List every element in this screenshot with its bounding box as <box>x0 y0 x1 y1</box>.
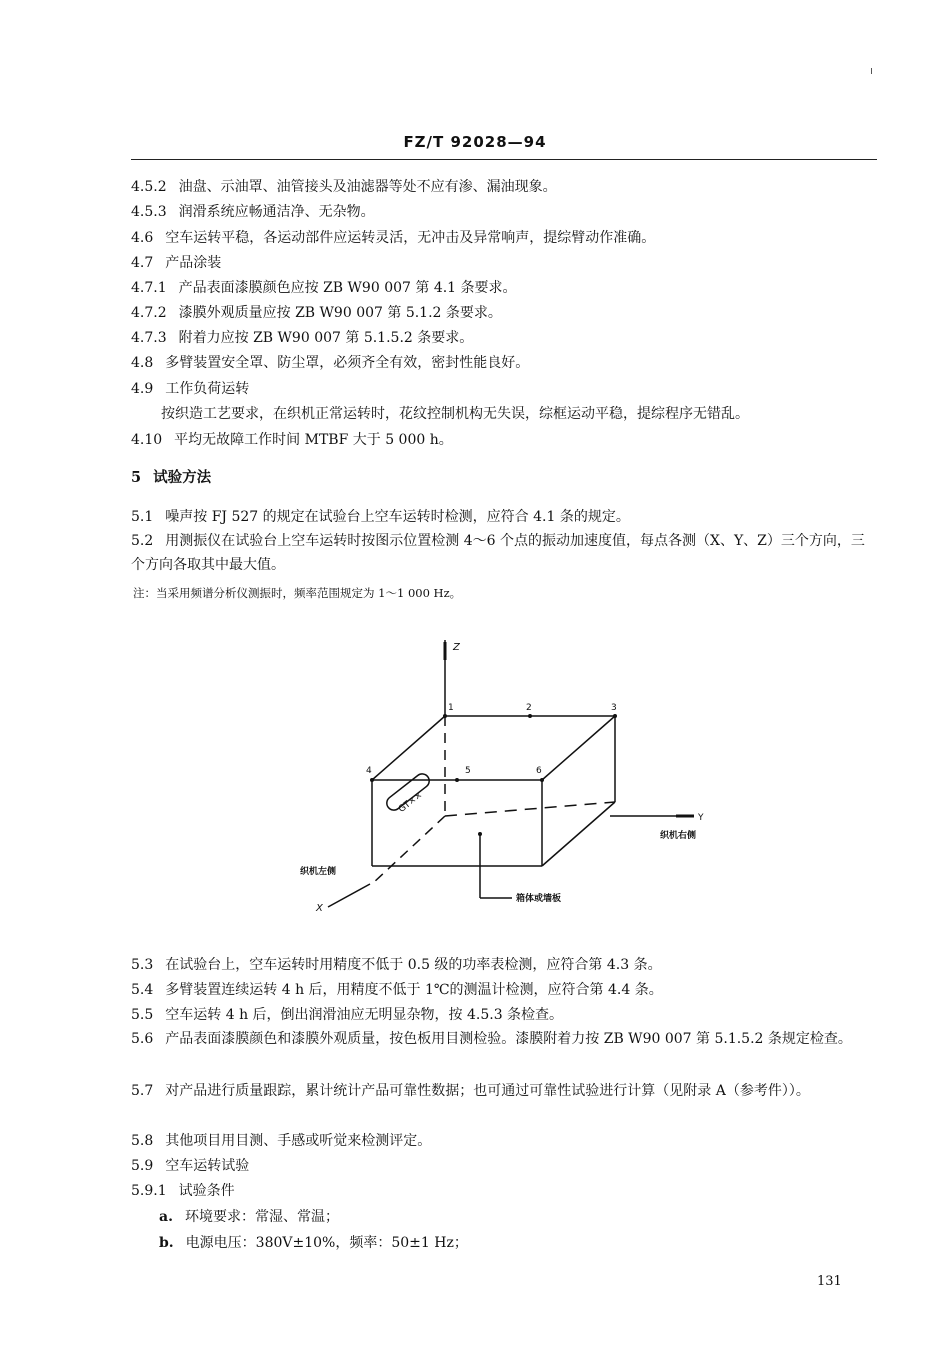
clause-text: 空车运转 4 h 后，倒出润滑油应无明显杂物，按 4.5.3 条检查。 <box>165 1007 564 1023</box>
box-top-right-edge <box>542 716 615 780</box>
clause-4-7-3 <box>131 329 877 347</box>
clause-4-9 <box>131 380 877 398</box>
clause-number: 5.2 <box>131 533 154 549</box>
condition-a <box>131 1208 905 1226</box>
clause-number: 4.5.3 <box>131 204 167 220</box>
clause-text: 按织造工艺要求，在织机正常运转时，花纹控制机构无失误，综框运动平稳，提综程序无错乱。 <box>161 406 749 422</box>
z-axis-label: Z <box>453 642 460 653</box>
clause-number: 4.7.2 <box>131 305 167 321</box>
clause-number: 5.3 <box>131 957 154 973</box>
clause-number: 4.7.3 <box>131 330 167 346</box>
clause-4-5-2 <box>131 178 877 196</box>
clause-number: 5.9 <box>131 1158 154 1174</box>
point-3-label: 3 <box>611 703 617 713</box>
gearbox-or-wallboard-label: 箱体或墙板 <box>516 894 562 904</box>
clause-number: 5.8 <box>131 1133 154 1149</box>
clause-number: 4.5.2 <box>131 179 167 195</box>
machine-nameplate-label: GT×× <box>396 790 425 815</box>
clause-5-2 <box>131 529 877 577</box>
section-number: 5 <box>131 469 142 486</box>
point-6-label: 6 <box>536 766 542 776</box>
clause-text: 对产品进行质量跟踪，累计统计产品可靠性数据；也可通过可靠性试验进行计算（见附录 A（参考件））。 <box>165 1083 810 1099</box>
point-2-dot <box>528 714 532 718</box>
clause-4-7 <box>131 254 877 272</box>
clause-text: 润滑系统应畅通洁净、无杂物。 <box>178 204 375 220</box>
clause-5-1 <box>131 508 877 526</box>
clause-text: 工作负荷运转 <box>165 381 250 397</box>
point-4-dot <box>370 778 374 782</box>
margin-tick-mark <box>871 68 872 74</box>
clause-4-5-3 <box>131 203 877 221</box>
clause-5-6 <box>131 1027 877 1051</box>
clause-text: 产品表面漆膜颜色和漆膜外观质量，按色板用目测检验。漆膜附着力按 ZB W90 007 第 5.1.5.2 条规定检查。 <box>165 1031 852 1047</box>
clause-text: 噪声按 FJ 527 的规定在试验台上空车运转时检测，应符合 4.1 条的规定。 <box>165 509 630 525</box>
condition-text: 电源电压：380V±10%，频率：50±1 Hz； <box>185 1235 468 1251</box>
point-6-dot <box>540 778 544 782</box>
condition-label: a. <box>159 1209 173 1225</box>
clause-number: 5.5 <box>131 1007 154 1023</box>
clause-text: 产品涂装 <box>165 255 222 271</box>
clause-number: 5.4 <box>131 982 154 998</box>
point-3-dot <box>613 714 617 718</box>
clause-text: 多臂装置连续运转 4 h 后，用精度不低于 1℃的测温计检测，应符合第 4.4 条。 <box>165 982 663 998</box>
clause-5-4 <box>131 981 877 999</box>
clause-text: 漆膜外观质量应按 ZB W90 007 第 5.1.2 条要求。 <box>178 305 502 321</box>
clause-number: 4.8 <box>131 355 154 371</box>
clause-text: 油盘、示油罩、油管接头及油滤器等处不应有渗、漏油现象。 <box>178 179 557 195</box>
clause-number: 5.7 <box>131 1083 154 1099</box>
clause-4-10 <box>131 431 877 449</box>
clause-number: 4.7.1 <box>131 280 167 296</box>
clause-text: 空车运转试验 <box>165 1158 250 1174</box>
clause-number: 4.6 <box>131 230 154 246</box>
clause-5-9 <box>131 1157 877 1175</box>
clause-5-9-1 <box>131 1182 877 1200</box>
y-axis-label: Y <box>698 813 704 823</box>
box-top-left-edge <box>372 716 445 780</box>
header-rule <box>131 159 877 160</box>
box-bottom-right-edge <box>542 802 615 866</box>
box-hidden-bottom <box>445 802 615 816</box>
section-5-heading <box>131 469 877 487</box>
x-axis-line <box>328 884 370 907</box>
condition-b <box>131 1234 905 1252</box>
box-hidden-diagonal <box>372 816 445 884</box>
clause-5-7 <box>131 1079 877 1103</box>
clause-text: 用测振仪在试验台上空车运转时按图示位置检测 4～6 个点的振动加速度值，每点各测（X、Y、Z）三个方向，三个方向各取其中最大值。 <box>131 533 865 573</box>
clause-text: 空车运转平稳，各运动部件应运转灵活，无冲击及异常响声，提综臂动作准确。 <box>165 230 656 246</box>
point-1-dot <box>443 714 447 718</box>
point-5-label: 5 <box>465 766 471 776</box>
clause-5-8 <box>131 1132 877 1150</box>
clause-number: 4.9 <box>131 381 154 397</box>
point-4-label: 4 <box>366 766 372 776</box>
point-1-label: 1 <box>448 703 454 713</box>
body-point-dot <box>478 832 482 836</box>
clause-4-8 <box>131 354 877 372</box>
clause-text: 产品表面漆膜颜色应按 ZB W90 007 第 4.1 条要求。 <box>178 280 517 296</box>
condition-text: 环境要求：常湿、常温； <box>184 1209 339 1225</box>
clause-number: 4.10 <box>131 432 163 448</box>
clause-text: 在试验台上，空车运转时用精度不低于 0.5 级的功率表检测，应符合第 4.3 条。 <box>165 957 662 973</box>
clause-5-3 <box>131 956 877 974</box>
vibration-measurement-diagram <box>280 630 740 920</box>
clause-5-5 <box>131 1006 877 1024</box>
clause-4-7-2 <box>131 304 877 322</box>
clause-text: 平均无故障工作时间 MTBF 大于 5 000 h。 <box>174 432 453 448</box>
clause-4-6 <box>131 229 877 247</box>
condition-label: b. <box>159 1235 174 1251</box>
section-title: 试验方法 <box>153 469 212 486</box>
clause-number: 5.6 <box>131 1031 154 1047</box>
clause-4-7-1 <box>131 279 877 297</box>
loom-right-side-label: 织机右侧 <box>660 831 697 841</box>
clause-number: 4.7 <box>131 255 154 271</box>
point-5-dot <box>455 778 459 782</box>
clause-text: 其他项目用目测、手感或听觉来检测评定。 <box>165 1133 432 1149</box>
standard-number-header: FZ/T 92028—94 <box>403 133 547 151</box>
clause-text: 试验条件 <box>178 1183 235 1199</box>
note-5-2: 注：当采用频谱分析仪测振时，频率范围规定为 1～1 000 Hz。 <box>133 586 462 600</box>
clause-number: 5.9.1 <box>131 1183 167 1199</box>
clause-4-9-body <box>131 405 907 423</box>
clause-text: 多臂装置安全罩、防尘罩，必须齐全有效，密封性能良好。 <box>165 355 530 371</box>
page-number: 131 <box>817 1274 842 1289</box>
clause-text: 附着力应按 ZB W90 007 第 5.1.5.2 条要求。 <box>178 330 474 346</box>
x-axis-label: X <box>316 903 323 914</box>
loom-left-side-label: 织机左侧 <box>300 867 337 877</box>
clause-number: 5.1 <box>131 509 154 525</box>
point-2-label: 2 <box>526 703 532 713</box>
